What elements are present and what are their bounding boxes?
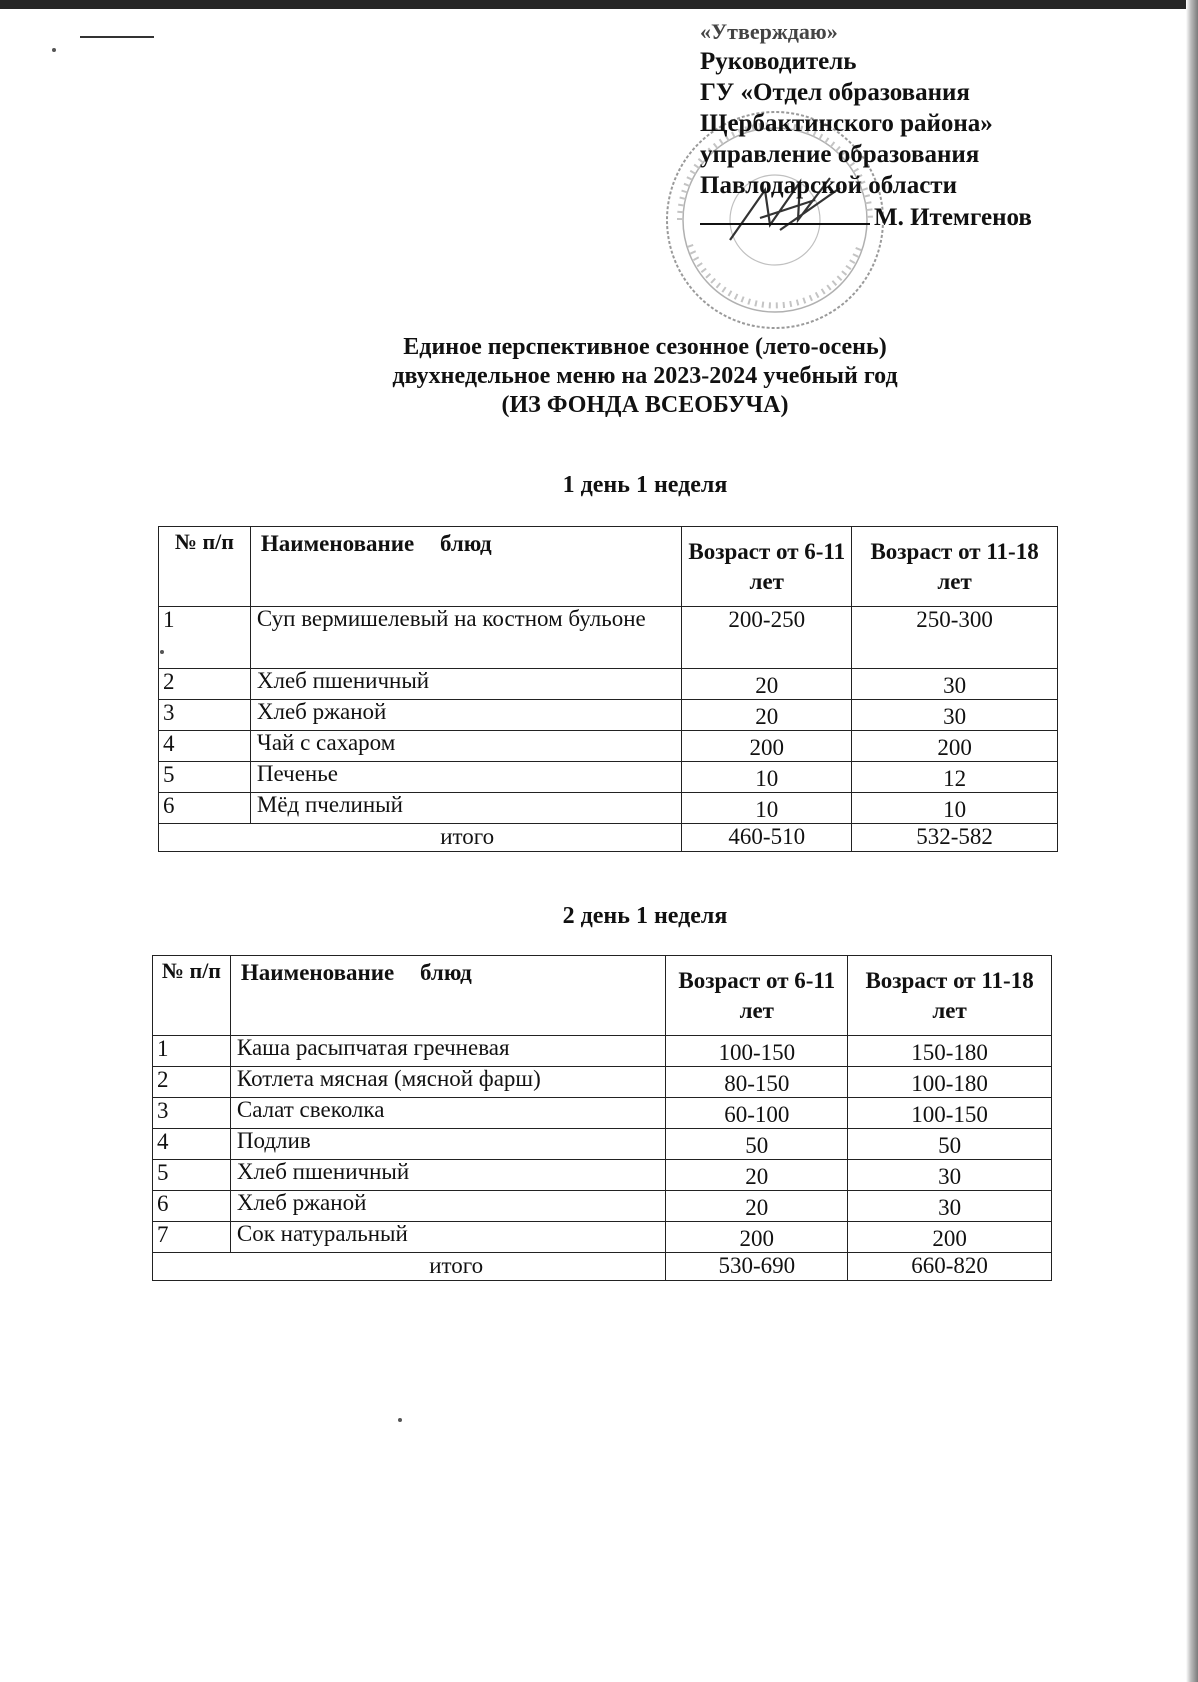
row-num: 2 — [153, 1067, 231, 1098]
row-age1: 200-250 — [682, 607, 852, 669]
row-age2: 10 — [852, 793, 1058, 824]
title-line: двухнедельное меню на 2023-2024 учебный год — [392, 363, 898, 389]
table-header-row — [153, 956, 1052, 1036]
row-num: 1 — [159, 607, 251, 669]
row-num: 2 — [159, 669, 251, 700]
scan-speck — [52, 48, 56, 52]
row-num: 7 — [153, 1222, 231, 1253]
total-age2: 660-820 — [848, 1253, 1052, 1281]
col-header-age1: Возраст от 6-11 лет — [666, 956, 848, 1036]
scan-edge-top — [0, 0, 1198, 9]
row-age1: 60-100 — [666, 1098, 848, 1129]
day-caption: 2 день 1 неделя — [562, 903, 728, 929]
row-num: 6 — [153, 1191, 231, 1222]
table-row — [153, 1129, 1052, 1160]
row-num: 1 — [153, 1036, 231, 1067]
row-dish: Подлив — [230, 1129, 665, 1160]
scan-edge-right — [1186, 0, 1198, 1682]
approval-line: Павлодарской области — [700, 172, 957, 199]
row-age1: 200 — [682, 731, 852, 762]
col-header-age2: Возраст от 11-18 лет — [852, 527, 1058, 607]
menu-table-day-2 — [152, 955, 1052, 1281]
menu-table-day-1 — [158, 526, 1058, 852]
document-title — [0, 333, 1198, 420]
row-age1: 20 — [682, 669, 852, 700]
total-row — [159, 824, 1058, 852]
table-row — [153, 1160, 1052, 1191]
row-num: 3 — [159, 700, 251, 731]
table-row — [153, 1098, 1052, 1129]
col-header-age1: Возраст от 6-11 лет — [682, 527, 852, 607]
row-age1: 10 — [682, 793, 852, 824]
signature-blank — [700, 201, 870, 225]
row-age2: 12 — [852, 762, 1058, 793]
table-row — [159, 762, 1058, 793]
row-age1: 100-150 — [666, 1036, 848, 1067]
total-age1: 530-690 — [666, 1253, 848, 1281]
col-header-name: Наименование блюд — [230, 956, 665, 1036]
row-num: 5 — [153, 1160, 231, 1191]
table-row — [159, 607, 1058, 669]
scan-mark — [80, 36, 154, 38]
row-age2: 30 — [852, 700, 1058, 731]
table-row — [153, 1067, 1052, 1098]
row-dish: Салат свеколка — [230, 1098, 665, 1129]
signature-line — [700, 201, 1080, 233]
row-age2: 200 — [852, 731, 1058, 762]
row-dish: Каша расыпчатая гречневая — [230, 1036, 665, 1067]
table-row — [159, 793, 1058, 824]
row-age1: 80-150 — [666, 1067, 848, 1098]
total-label: итого — [153, 1253, 666, 1281]
row-age1: 20 — [666, 1191, 848, 1222]
approval-block — [700, 22, 1080, 233]
row-dish: Печенье — [250, 762, 681, 793]
row-dish: Хлеб ржаной — [230, 1191, 665, 1222]
row-dish: Котлета мясная (мясной фарш) — [230, 1067, 665, 1098]
approval-heading: «Утверждаю» — [700, 22, 838, 44]
table-row — [153, 1191, 1052, 1222]
row-dish: Суп вермишелевый на костном бульоне — [250, 607, 681, 669]
col-header-num: № п/п — [153, 956, 231, 1036]
row-dish: Мёд пчелиный — [250, 793, 681, 824]
row-age2: 100-150 — [848, 1098, 1052, 1129]
title-line: (ИЗ ФОНДА ВСЕОБУЧА) — [501, 392, 789, 418]
row-age2: 200 — [848, 1222, 1052, 1253]
row-num: 4 — [153, 1129, 231, 1160]
row-dish: Хлеб пшеничный — [250, 669, 681, 700]
col-header-age2: Возраст от 11-18 лет — [848, 956, 1052, 1036]
day-caption: 1 день 1 неделя — [562, 472, 728, 498]
approval-line: ГУ «Отдел образования — [700, 79, 970, 106]
row-age2: 100-180 — [848, 1067, 1052, 1098]
table-row — [159, 700, 1058, 731]
total-age2: 532-582 — [852, 824, 1058, 852]
row-age1: 10 — [682, 762, 852, 793]
approval-line: Щербактинского района» — [700, 110, 993, 137]
row-num: 5 — [159, 762, 251, 793]
row-dish: Хлеб пшеничный — [230, 1160, 665, 1191]
scan-speck — [398, 1418, 402, 1422]
row-age2: 250-300 — [852, 607, 1058, 669]
title-line: Единое перспективное сезонное (лето-осень) — [403, 334, 887, 360]
row-age2: 50 — [848, 1129, 1052, 1160]
total-age1: 460-510 — [682, 824, 852, 852]
row-age2: 150-180 — [848, 1036, 1052, 1067]
table-row — [159, 731, 1058, 762]
row-dish: Сок натуральный — [230, 1222, 665, 1253]
table-row — [159, 669, 1058, 700]
row-age2: 30 — [852, 669, 1058, 700]
table-row — [153, 1222, 1052, 1253]
row-dish: Чай с сахаром — [250, 731, 681, 762]
row-age2: 30 — [848, 1160, 1052, 1191]
row-dish: Хлеб ржаной — [250, 700, 681, 731]
approval-line: управление образования — [700, 141, 980, 168]
row-age1: 50 — [666, 1129, 848, 1160]
total-row — [153, 1253, 1052, 1281]
row-age1: 200 — [666, 1222, 848, 1253]
row-num: 6 — [159, 793, 251, 824]
table-row — [153, 1036, 1052, 1067]
total-label: итого — [159, 824, 682, 852]
row-age1: 20 — [682, 700, 852, 731]
col-header-num: № п/п — [159, 527, 251, 607]
row-age2: 30 — [848, 1191, 1052, 1222]
row-num: 4 — [159, 731, 251, 762]
table-header-row — [159, 527, 1058, 607]
approval-line: Руководитель — [700, 48, 857, 75]
signatory-name: М. Итемгенов — [874, 204, 1032, 231]
row-num: 3 — [153, 1098, 231, 1129]
row-age1: 20 — [666, 1160, 848, 1191]
col-header-name: Наименование блюд — [250, 527, 681, 607]
